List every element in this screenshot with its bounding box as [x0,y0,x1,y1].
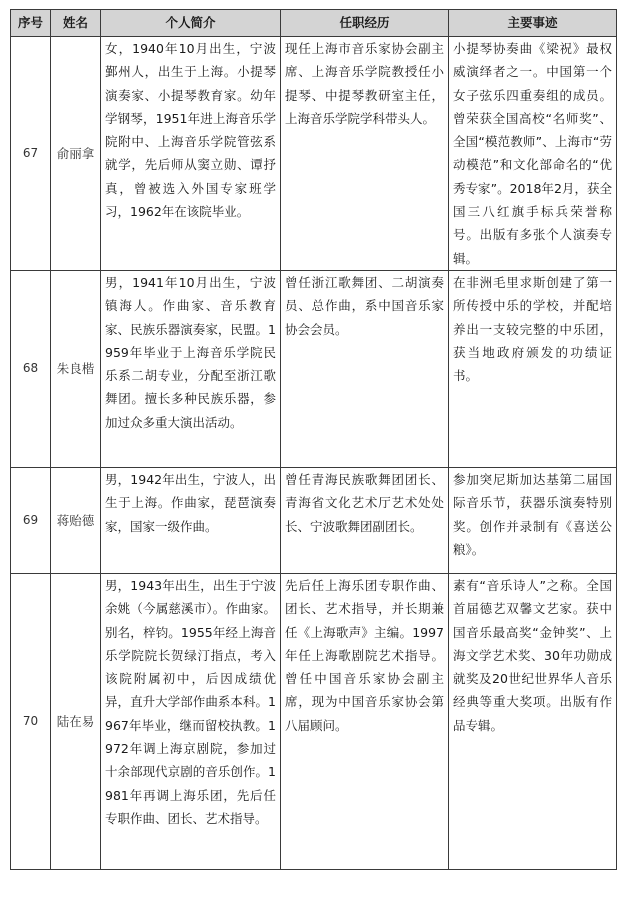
row-name: 朱良楷 [51,270,101,467]
row-profile: 男，1943年出生，出生于宁波余姚（今属慈溪市）。作曲家。别名，梓钧。1955年经上海音乐学院院长贺绿汀指点，考入该院附属初中，后因成绩优异，直升大学部作曲系本科。1967年毕业，继而留校执教。1972年调上海京剧院，参加过十余部现代京剧的音乐创作。1981年再调上海乐团，先后任专职作曲、团长、艺术指导。 [101,573,281,869]
row-number: 69 [11,467,51,573]
row-career: 曾任浙江歌舞团、二胡演奏员、总作曲，系中国音乐家协会会员。 [281,270,449,467]
row-career: 现任上海市音乐家协会副主席、上海音乐学院教授任小提琴、中提琴教研室主任，上海音乐学院学科带头人。 [281,37,449,271]
header-career: 任职经历 [281,10,449,37]
header-profile: 个人简介 [101,10,281,37]
biography-table [10,9,617,870]
table-row [11,270,617,467]
table-header [11,10,617,37]
row-profile: 男，1941年10月出生，宁波镇海人。作曲家、音乐教育家、民族乐器演奏家，民盟。1959年毕业于上海音乐学院民乐系二胡专业，分配至浙江歌舞团。擅长多种民族乐器，参加过众多重大演出活动。 [101,270,281,467]
row-name: 陆在易 [51,573,101,869]
row-name: 俞丽拿 [51,37,101,271]
row-achievements: 素有“音乐诗人”之称。全国首届德艺双馨文艺家。获中国音乐最高奖“金钟奖”、上海文学艺术奖、30年功勋成就奖及20世纪世界华人音乐经典等重大奖项。出版有作品专辑。 [449,573,617,869]
row-profile: 女，1940年10月出生，宁波鄞州人，出生于上海。小提琴演奏家、小提琴教育家。幼年学钢琴，1951年进上海音乐学院附中、上海音乐学院管弦系就学，先后师从窦立勋、谭抒真，曾被选入外国专家班学习，1962年在该院毕业。 [101,37,281,271]
header-number: 序号 [11,10,51,37]
table-row [11,467,617,573]
header-achievements: 主要事迹 [449,10,617,37]
table-body [11,37,617,870]
table-row [11,37,617,271]
row-name: 蒋贻德 [51,467,101,573]
row-career: 先后任上海乐团专职作曲、团长、艺术指导，并长期兼任《上海歌声》主编。1997年任上海歌剧院艺术指导。曾任中国音乐家协会副主席，现为中国音乐家协会第八届顾问。 [281,573,449,869]
table-row [11,573,617,869]
row-number: 68 [11,270,51,467]
row-profile: 男，1942年出生，宁波人，出生于上海。作曲家，琵琶演奏家，国家一级作曲。 [101,467,281,573]
row-achievements: 参加突尼斯加达基第二届国际音乐节，获器乐演奏特别奖。创作并录制有《喜送公粮》。 [449,467,617,573]
header-row [11,10,617,37]
row-achievements: 在非洲毛里求斯创建了第一所传授中乐的学校，并配培养出一支较完整的中乐团，获当地政府颁发的功绩证书。 [449,270,617,467]
row-number: 67 [11,37,51,271]
row-achievements: 小提琴协奏曲《梁祝》最权威演绎者之一。中国第一个女子弦乐四重奏组的成员。曾荣获全国高校“名师奖”、全国“模范教师”、上海市“劳动模范”和文化部命名的“优秀专家”。2018年2月，获全国三八红旗手标兵荣誉称号。出版有多张个人演奏专辑。 [449,37,617,271]
header-name: 姓名 [51,10,101,37]
row-career: 曾任青海民族歌舞团团长、青海省文化艺术厅艺术处处长、宁波歌舞团副团长。 [281,467,449,573]
row-number: 70 [11,573,51,869]
